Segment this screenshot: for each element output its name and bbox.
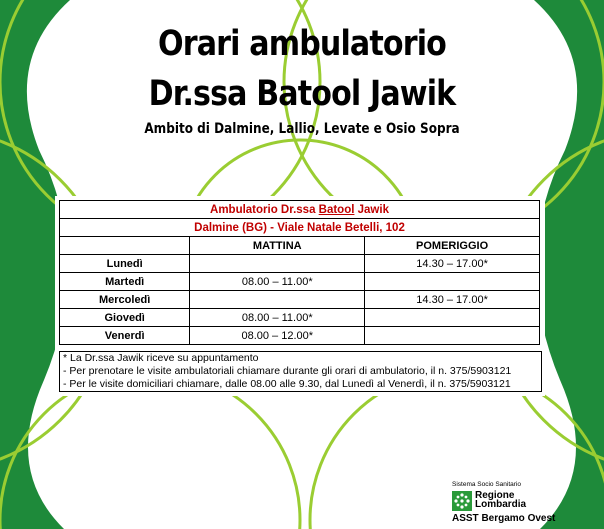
column-header-row [60, 237, 540, 255]
afternoon-cell [365, 327, 540, 345]
note-appointment: * La Dr.ssa Jawik riceve su appuntamento [63, 352, 259, 364]
day-cell: Lunedì [60, 255, 190, 273]
day-cell: Mercoledì [60, 291, 190, 309]
morning-cell: 08.00 – 11.00* [190, 309, 365, 327]
schedule-card [55, 196, 545, 396]
subtitle: Ambito di Dalmine, Lallio, Levate e Osio Sopra [144, 121, 460, 137]
table-row [60, 273, 540, 291]
day-cell: Martedì [60, 273, 190, 291]
rosa-camuna-icon [452, 491, 472, 511]
table-row [60, 327, 540, 345]
table-heading: Ambulatorio Dr.ssa Batool Jawik [60, 201, 540, 219]
column-header-empty [60, 237, 190, 255]
title-line-2: Dr.ssa Batool Jawik [148, 74, 456, 114]
logo-region-name: Regione Lombardia [475, 490, 527, 510]
logo-asst: ASST Bergamo Ovest [452, 513, 556, 524]
logo-tagline: Sistema Socio Sanitario [452, 481, 522, 488]
title-line-1: Orari ambulatorio [158, 24, 446, 64]
day-cell: Giovedì [60, 309, 190, 327]
table-address: Dalmine (BG) - Viale Natale Betelli, 102 [60, 219, 540, 237]
regione-lombardia-logo [446, 479, 586, 529]
afternoon-cell [365, 273, 540, 291]
note-booking: - Per prenotare le visite ambulatoriali chiamare durante gli orari di ambulatorio, il n. 375/5903121 [63, 365, 512, 377]
table-address-row [60, 219, 540, 237]
table-row [60, 255, 540, 273]
table-heading-row [60, 201, 540, 219]
table-row [60, 309, 540, 327]
note-home-visits: - Per le visite domiciliari chiamare, dalle 08.00 alle 9.30, dal Lunedì al Venerdì, il n. 375/5903121 [63, 378, 511, 390]
afternoon-cell [365, 309, 540, 327]
afternoon-cell: 14.30 – 17.00* [365, 255, 540, 273]
morning-cell [190, 291, 365, 309]
notes-box [59, 351, 542, 392]
day-cell: Venerdì [60, 327, 190, 345]
column-header-afternoon: POMERIGGIO [365, 237, 540, 255]
morning-cell: 08.00 – 11.00* [190, 273, 365, 291]
morning-cell: 08.00 – 12.00* [190, 327, 365, 345]
doctor-name-underlined: Batool [318, 203, 355, 216]
morning-cell [190, 255, 365, 273]
afternoon-cell: 14.30 – 17.00* [365, 291, 540, 309]
column-header-morning: MATTINA [190, 237, 365, 255]
table-row [60, 291, 540, 309]
schedule-table [59, 200, 540, 345]
